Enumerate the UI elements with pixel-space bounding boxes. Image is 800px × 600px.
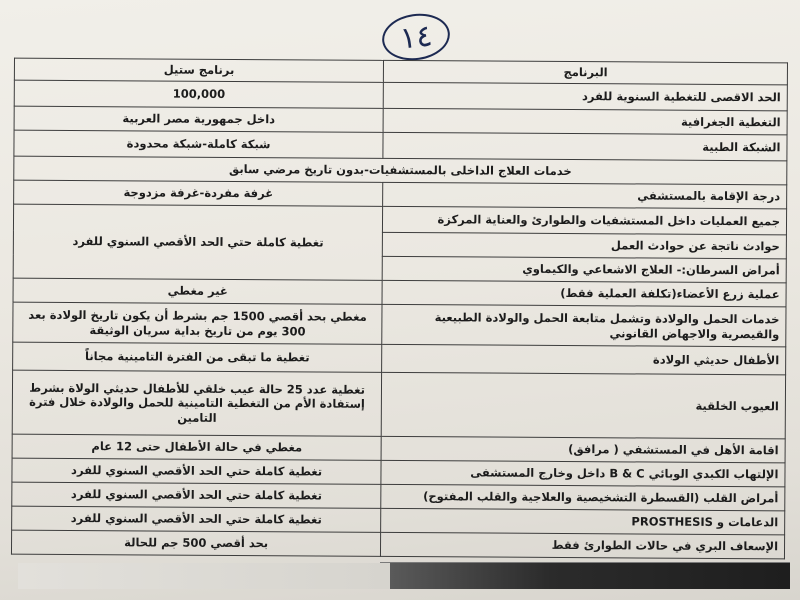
- page-number-text: ١٤: [398, 17, 434, 57]
- row-value: مغطي بحد أقصي 1500 جم بشرط أن يكون تاريخ الولادة بعد 300 يوم من تاريخ بداية سريان الوثيقة: [13, 302, 382, 344]
- table-row: [11, 530, 784, 559]
- scan-strip-dark: [390, 563, 790, 589]
- row-label: الحد الاقصى للتغطية السنوية للفرد: [383, 82, 787, 110]
- row-label: التغطية الجغرافية: [383, 108, 787, 134]
- row-value-merged: تغطية كاملة حتي الحد الأقصي السنوي للفرد: [13, 204, 383, 280]
- row-label: الإسعاف البري في حالات الطوارئ فقط: [381, 532, 785, 558]
- row-full-span: خدمات العلاج الداخلى بالمستشفيات-بدون تاريخ مرضي سابق: [14, 156, 787, 185]
- row-label: الأطفال حديثي الولادة: [382, 344, 786, 374]
- row-value: تغطية عدد 25 حالة عيب خلقي للأطفال حديثي الولاة بشرط إستفادة الأم من التغطية التامينية للحمل والولادة خلال فترة التامين: [12, 370, 382, 436]
- row-value: داخل جمهورية مصر العربية: [14, 106, 383, 132]
- row-value: بحد أقصي 500 جم للحالة: [11, 530, 380, 556]
- row-label: العيوب الخلقية: [381, 372, 785, 438]
- row-label: درجة الإقامة بالمستشفي: [383, 182, 787, 208]
- row-label: الإلتهاب الكبدي الوبائي B & C داخل وخارج المستشفى: [381, 460, 785, 486]
- row-value: غير مغطي: [13, 278, 382, 304]
- row-label: الدعامات و PROSTHESIS: [381, 508, 785, 534]
- table-row: [12, 370, 785, 439]
- row-label: جميع العمليات داخل المستشفيات والطوارئ والعناية المركزة: [383, 206, 787, 234]
- row-value: تغطية كاملة حتي الحد الأقصي السنوي للفرد: [12, 506, 381, 532]
- row-value: غرفة مفردة-غرفة مزدوجة: [14, 180, 383, 206]
- row-label: حوادث ناتجة عن حوادث العمل: [383, 232, 787, 258]
- row-value: مغطي في حالة الأطفال حتى 12 عام: [12, 434, 381, 460]
- row-label: أمراض السرطان:- العلاج الاشعاعي والكيماوي: [382, 256, 786, 282]
- table-row: [13, 302, 786, 347]
- page-number: [382, 14, 450, 60]
- row-value: شبكة كاملة-شبكة محدودة: [14, 130, 383, 158]
- header-program: البرنامج: [384, 60, 788, 84]
- coverage-table: [11, 58, 788, 560]
- table-row: [13, 204, 786, 235]
- row-value: 100,000: [14, 80, 383, 108]
- row-label: عملية زرع الأعضاء(تكلفة العملية فقط): [382, 280, 786, 306]
- row-value: تغطية كاملة حتي الحد الأقصي السنوي للفرد: [12, 458, 381, 484]
- row-value: تغطية كاملة حتي الحد الأقصي السنوي للفرد: [12, 482, 381, 508]
- row-label: خدمات الحمل والولادة وتشمل متابعة الحمل والولادة الطبيعية والقيصرية والاجهاض القانوني: [382, 304, 786, 346]
- row-label: أمراض القلب (القسطرة التشخيصية والعلاجية والقلب المفتوح): [381, 484, 785, 510]
- row-label: اقامة الأهل في المستشفي ( مرافق): [381, 436, 785, 462]
- row-value: تغطية ما تبقى من الفترة التامينية مجاناً: [13, 342, 382, 372]
- scan-bottom-strip: [18, 563, 790, 589]
- scan-strip-light: [18, 563, 390, 589]
- header-plan: برنامج ستيل: [14, 58, 383, 82]
- row-label: الشبكة الطبية: [383, 132, 787, 160]
